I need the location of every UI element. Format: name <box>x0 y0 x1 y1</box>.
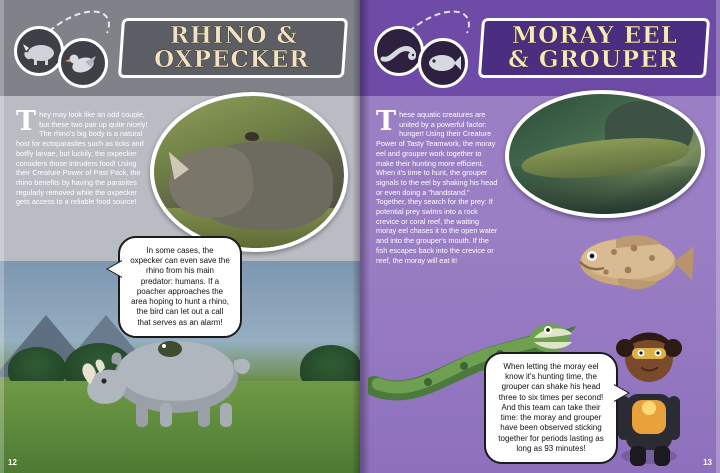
left-title-line-2: OXPECKER <box>154 46 310 73</box>
oxpecker-badge-icon[interactable] <box>58 38 108 88</box>
right-title-line-1: MORAY EEL <box>511 21 678 49</box>
right-body-text <box>376 106 500 265</box>
left-page-number: 12 <box>8 458 17 467</box>
right-speech-bubble <box>484 352 618 464</box>
left-dropcap: T <box>16 106 37 137</box>
grouper-illustration <box>566 228 694 294</box>
left-speech-bubble-text: In some cases, the oxpecker can even save the rhino from his main predator: humans. If a poacher approaches the area hoping to hunt a rhino, the bird can let out a call that serves as an alarm! <box>130 246 230 327</box>
right-page-number: 13 <box>703 458 712 467</box>
right-title-plaque <box>478 18 710 78</box>
right-dropcap: T <box>376 106 397 137</box>
left-speech-bubble <box>118 236 242 338</box>
right-title-line-2: & GROUPER <box>507 46 679 73</box>
rhino-badge-icon[interactable] <box>14 26 64 76</box>
rhino-with-oxpecker-photo <box>150 92 348 252</box>
left-body-copy: hey may look like an odd couple, but these two pair up quite nicely! The rhino's big body is a natural host for ectoparasites such as ticks and botfly larvae, but luckily, the oxpecker considers those intruders food! Using their Creature Power of Past Pack, the rhino benefits by having the parasites regularly removed while the oxpecker gets access to a reliable food source! <box>16 110 148 207</box>
left-body-text <box>16 106 150 207</box>
moray-eel-badge-icon[interactable] <box>374 26 424 76</box>
right-speech-bubble-text: When letting the moray eel know it's hunting time, the grouper can shake his head three to six times per second! And this team can take their time: the moray and grouper have been observed sticking together for periods lasting as long as 93 minutes! <box>498 362 604 453</box>
grouper-badge-icon[interactable] <box>418 38 468 88</box>
bubble-tail <box>612 384 628 402</box>
left-title-line-1: RHINO & <box>169 21 299 49</box>
right-body-copy: hese aquatic creatures are united by a powerful factor: hunger! Using their Creature Power of Tasty Teamwork, the moray eel and grouper work together to make their hunting more efficient. When it's time to hunt, the grouper signals to the eel by shaking his head or even doing a "handstand." Together, they search for the prey: If potential prey swims into a rock crevice or coral reef, the waiting moray eel chases it to the open water and into the grouper's mouth. If the fish escapes back into the crevice or reef, the moray will eat it! <box>376 110 498 265</box>
moray-eel-reef-photo <box>505 90 705 218</box>
bubble-tail <box>108 260 124 278</box>
left-title-plaque <box>118 18 348 78</box>
photo-oxpecker <box>245 132 259 141</box>
